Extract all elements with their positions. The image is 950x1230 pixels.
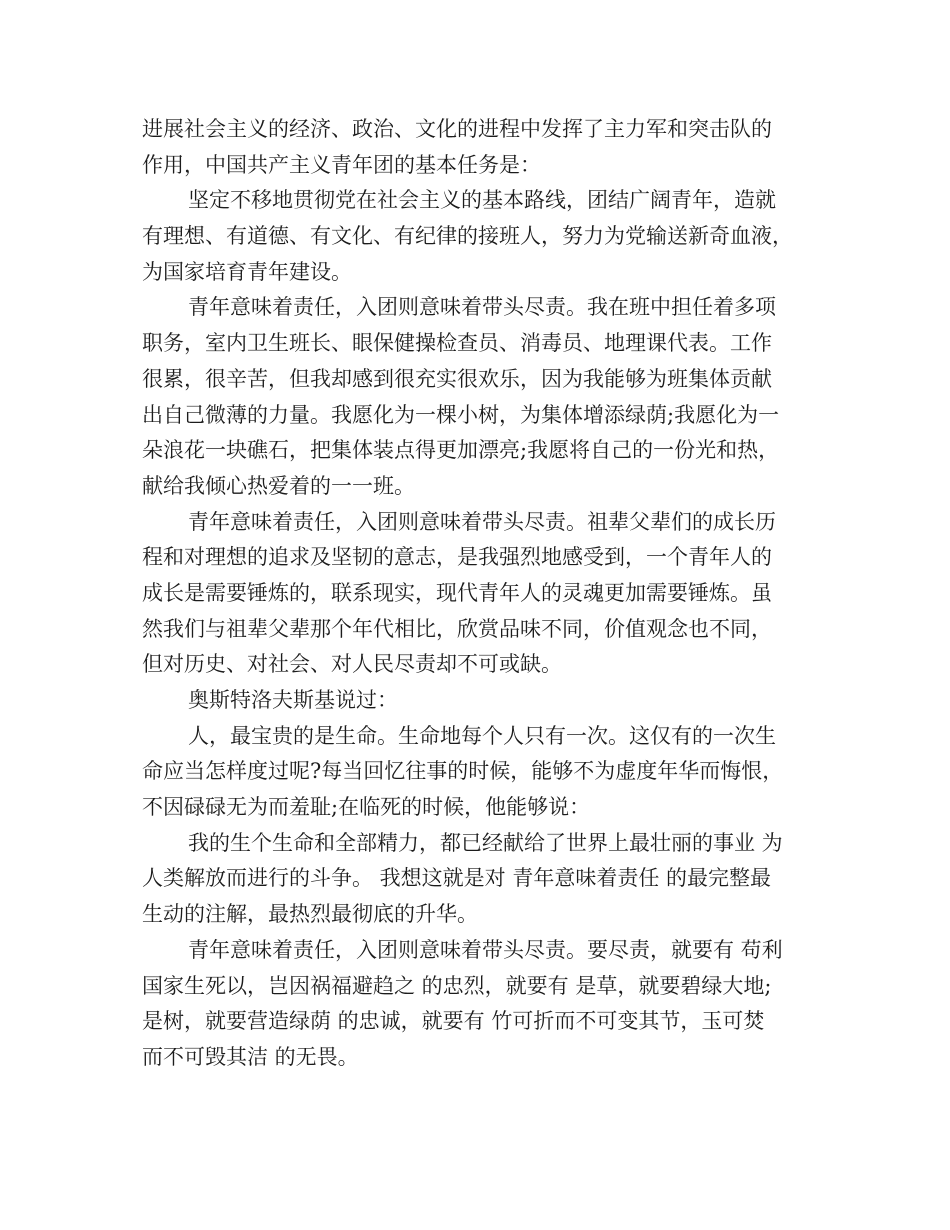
text-line: 然我们与祖辈父辈那个年代相比，欣赏品味不同，价值观念也不同， <box>142 616 772 641</box>
text-line: 职务，室内卫生班长、眼保健操检查员、消毒员、地理课代表。工作 <box>142 331 772 356</box>
text-line: 出自己微薄的力量。我愿化为一棵小树，为集体增添绿荫;我愿化为一 <box>142 402 780 427</box>
text-line: 朵浪花一块礁石，把集体装点得更加漂亮;我愿将自己的一份光和热， <box>142 438 780 463</box>
text-line: 不因碌碌无为而羞耻;在临死的时候，他能够说： <box>142 795 591 820</box>
text-line: 程和对理想的追求及坚韧的意志，是我强烈地感受到，一个青年人的 <box>142 545 772 570</box>
text-line: 献给我倾心热爱着的一一班。 <box>142 473 415 498</box>
text-line: 有理想、有道德、有文化、有纪律的接班人，努力为党输送新奇血液， <box>142 224 793 249</box>
text-line: 很累，很辛苦，但我却感到很充实很欢乐，因为我能够为班集体贡献 <box>142 366 772 391</box>
text-line: 命应当怎样度过呢?每当回忆往事的时候，能够不为虚度年华而悔恨， <box>142 759 784 784</box>
paragraph-start-line: 我的生个生命和全部精力，都已经献给了世界上最壮丽的事业 为 <box>188 830 783 855</box>
paragraph-start-line: 奥斯特洛夫斯基说过： <box>188 688 398 712</box>
text-line: 人类解放而进行的斗争。 我想这就是对 青年意味着责任 的最完整最 <box>142 866 772 891</box>
text-line: 国家生死以，岂因祸福避趋之 的忠烈，就要有 是草，就要碧绿大地; <box>142 973 772 998</box>
paragraph-start-line: 人，最宝贵的是生命。生命地每个人只有一次。这仅有的一次生 <box>188 723 776 748</box>
paragraph-start-line: 青年意味着责任，入团则意味着带头尽责。祖辈父辈们的成长历 <box>188 509 776 534</box>
text-line: 为国家培育青年建设。 <box>142 259 352 284</box>
text-line: 作用，中国共产主义青年团的基本任务是： <box>142 152 541 177</box>
text-line: 而不可毁其洁 的无畏。 <box>142 1044 359 1069</box>
paragraph-start-line: 青年意味着责任，入团则意味着带头尽责。要尽责，就要有 苟利 <box>188 937 783 962</box>
body-text <box>142 112 822 1076</box>
paragraph-start-line: 青年意味着责任，入团则意味着带头尽责。我在班中担任着多项 <box>188 295 776 320</box>
text-line: 但对历史、对社会、对人民尽责却不可或缺。 <box>142 652 562 677</box>
text-line: 生动的注解，最热烈最彻底的升华。 <box>142 902 478 927</box>
text-line: 成长是需要锤炼的，联系现实，现代青年人的灵魂更加需要锤炼。虽 <box>142 580 772 605</box>
text-line: 进展社会主义的经济、政治、文化的进程中发挥了主力军和突击队的 <box>142 117 772 141</box>
text-line: 是树，就要营造绿荫 的忠诚，就要有 竹可折而不可变其节，玉可焚 <box>142 1009 765 1034</box>
paragraph-start-line: 坚定不移地贯彻党在社会主义的基本路线，团结广阔青年，造就 <box>188 188 776 213</box>
